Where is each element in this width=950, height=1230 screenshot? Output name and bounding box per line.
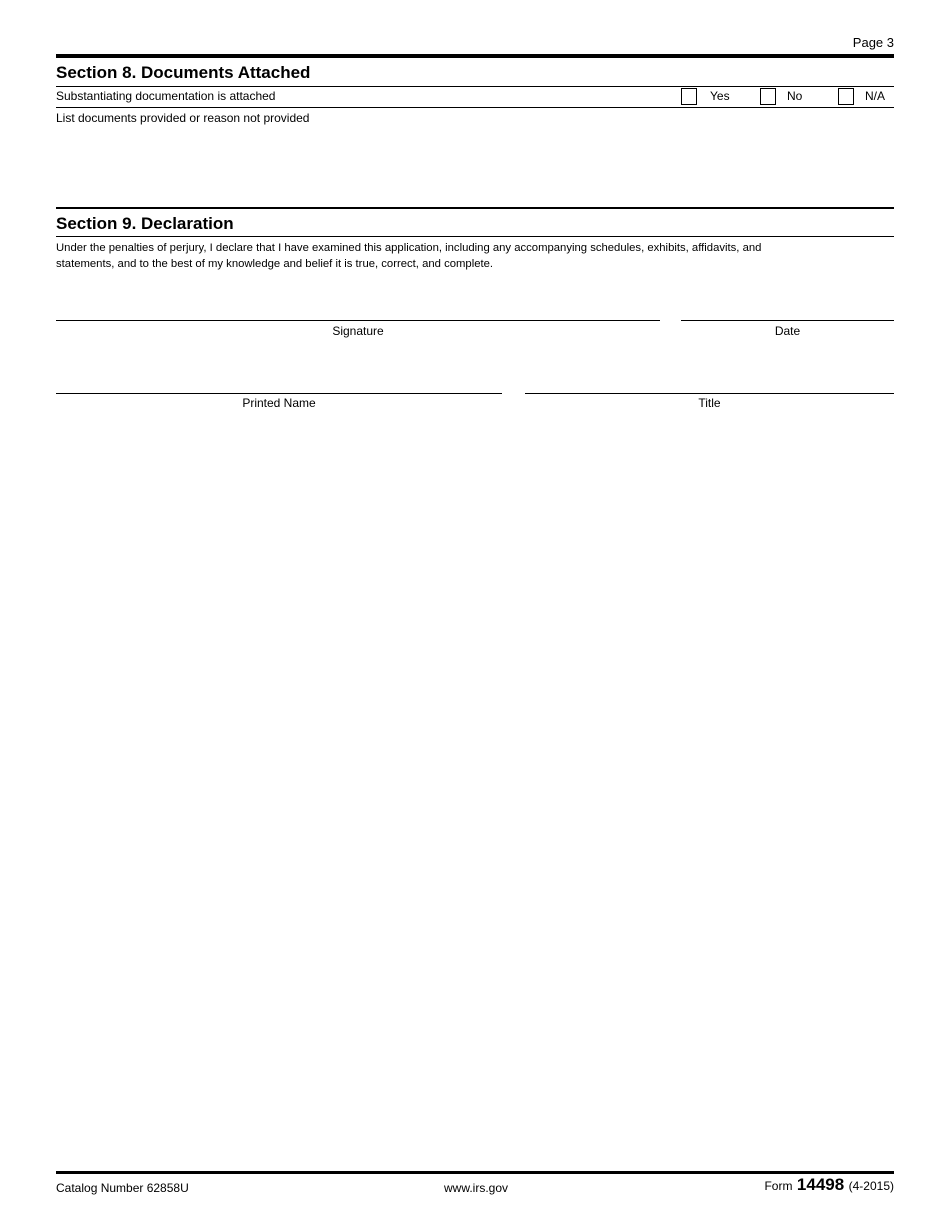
section-rule bbox=[56, 207, 894, 209]
date-field[interactable] bbox=[681, 320, 894, 321]
printed-name-field[interactable] bbox=[56, 393, 502, 394]
divider bbox=[56, 107, 894, 108]
footer-rule bbox=[56, 1171, 894, 1174]
page-number: Page 3 bbox=[852, 35, 894, 50]
signature-field[interactable] bbox=[56, 320, 660, 321]
signature-label: Signature bbox=[332, 324, 384, 338]
no-label: No bbox=[787, 89, 803, 103]
yes-checkbox[interactable] bbox=[681, 88, 697, 105]
no-checkbox[interactable] bbox=[760, 88, 776, 105]
declaration-line: statements, and to the best of my knowledge and belief it is true, correct, and complete. bbox=[56, 258, 494, 270]
section-9-title: Section 9. Declaration bbox=[56, 214, 234, 233]
website: www.irs.gov bbox=[444, 1181, 509, 1195]
documents-list-label: List documents provided or reason not provided bbox=[56, 111, 310, 125]
date-label: Date bbox=[774, 324, 801, 338]
declaration-text bbox=[56, 240, 761, 272]
documents-list-field[interactable] bbox=[56, 126, 894, 206]
divider bbox=[56, 236, 894, 237]
form-number: 14498 bbox=[796, 1175, 845, 1194]
declaration-line: Under the penalties of perjury, I declare that I have examined this application, including any accompanying schedules, exhibits, affidavits, and bbox=[56, 242, 762, 254]
documentation-question: Substantiating documentation is attached bbox=[56, 89, 276, 103]
form-id bbox=[764, 1175, 894, 1195]
yes-label: Yes bbox=[710, 89, 730, 103]
form-prefix: Form bbox=[764, 1179, 793, 1193]
catalog-number: Catalog Number 62858U bbox=[56, 1181, 189, 1195]
top-rule bbox=[56, 54, 894, 58]
title-label: Title bbox=[698, 396, 721, 410]
form-revision: (4-2015) bbox=[848, 1179, 894, 1193]
section-8-title: Section 8. Documents Attached bbox=[56, 63, 311, 82]
title-field[interactable] bbox=[525, 393, 894, 394]
printed-name-label: Printed Name bbox=[242, 396, 316, 410]
na-checkbox[interactable] bbox=[838, 88, 854, 105]
na-label: N/A bbox=[865, 89, 886, 103]
divider bbox=[56, 86, 894, 87]
